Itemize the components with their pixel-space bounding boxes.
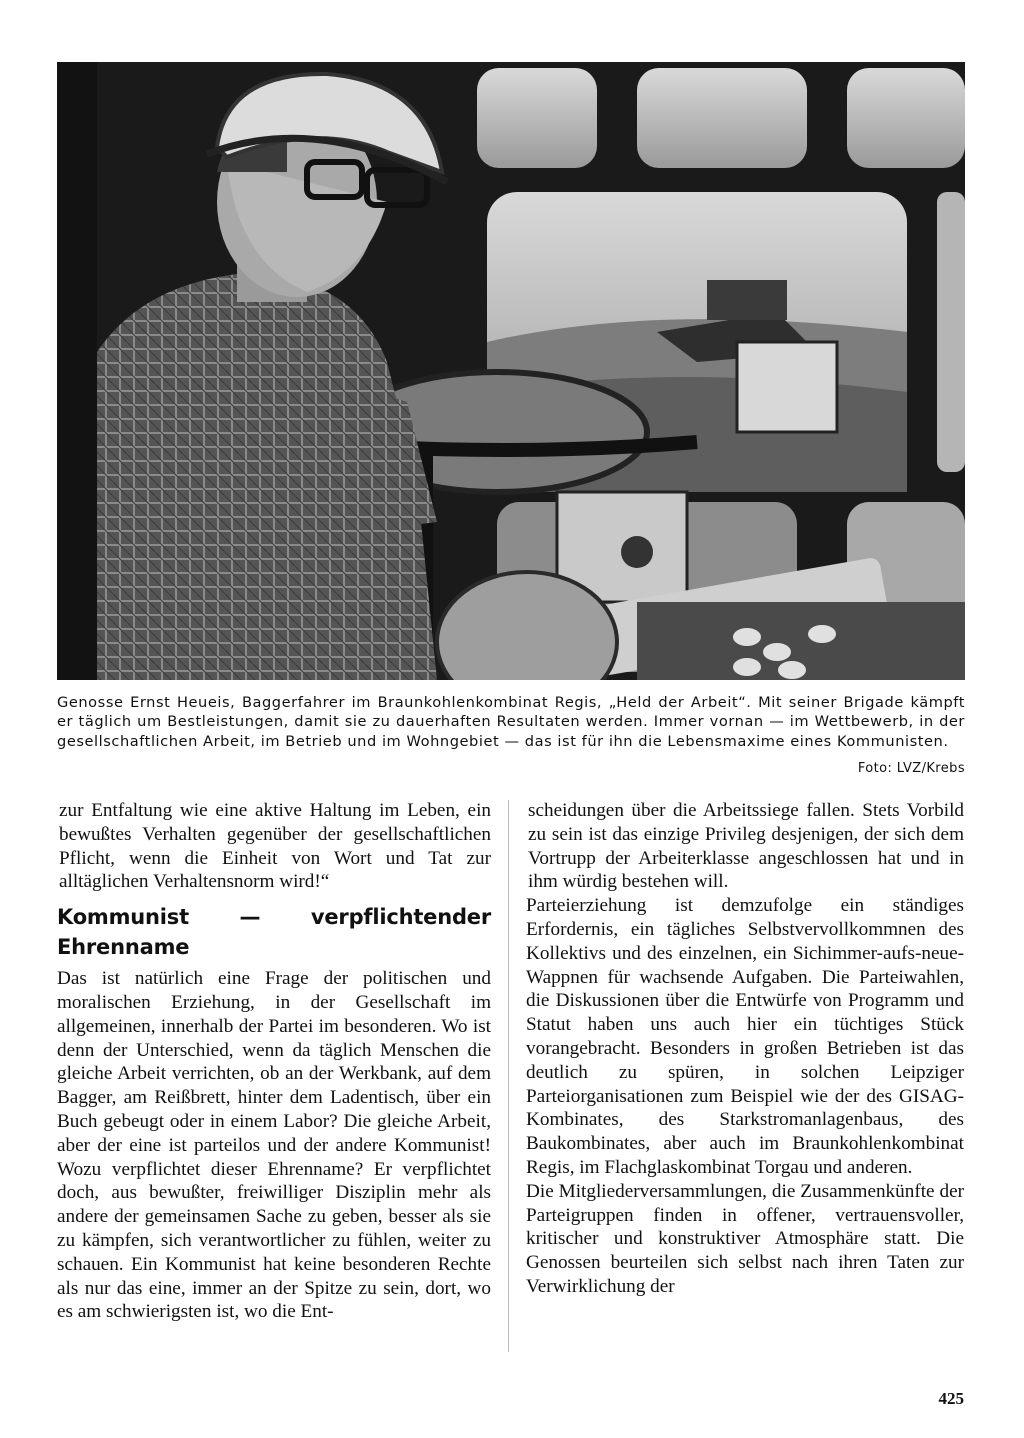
photo-credit: Foto: LVZ/Krebs — [857, 761, 965, 776]
right-continuation-paragraph: scheidungen über die Arbeitssiege fallen. Stets Vorbild zu sein ist das einzige Privileg desjenigen, der sich dem Vortrupp der Arbeiterklasse angeschlossen hat und in ihm würdig bestehen will. — [528, 800, 964, 893]
section-heading: Kommunist — verpflichtender Ehrenname — [57, 905, 491, 960]
right-column — [526, 799, 964, 1299]
page-number: 425 — [938, 1389, 964, 1408]
column-divider — [508, 800, 509, 1352]
photo-illustration — [57, 62, 965, 680]
excavator-operator-photo — [57, 62, 965, 680]
window-top-left — [477, 68, 597, 168]
left-column — [57, 799, 491, 1324]
right-paragraph-2: Parteierziehung ist demzufolge ein ständiges Erfordernis, ein tägliches Selbstvervollkommnen des Kollektivs und des einzelnen, ein Sichimmer-aufs-neue-Wappnen für wachsende Aufgaben. Die Parteiwahlen, die Diskussionen über die Entwürfe von Programm und Statut haben uns auch hier ein tüchtiges Stück vorangebracht. Besonders in großen Betrieben ist das deutlich zu spüren, in solchen Leipziger Parteiorganisationen zum Beispiel wie der des GISAG-Kombinates, des Starkstromanlagenbaus, des Baukombinates, aber auch im Braunkohlenkombinat Regis, im Flachglaskombinat Torgau und anderen. — [526, 895, 964, 1178]
photo-caption: Genosse Ernst Heueis, Baggerfahrer im Braunkohlenkombinat Regis, „Held der Arbeit“. Mit seiner Brigade kämpft er täglich um Bestleistungen, damit sie zu dauerhaften Resultaten werden. Immer vornan — im Wettbewerb, in der gesellschaftlichen Arbeit, im Betrieb und im Wohngebiet — das ist für ihn die Lebensmaxime eines Kommunisten. — [57, 694, 965, 750]
right-paragraph-3: Die Mitgliederversammlungen, die Zusammenkünfte der Parteigruppen finden in offener, vertrauensvoller, kritischer und konstruktiver Atmosphäre statt. Die Genossen beurteilen sich selbst nach ihren Taten zur Verwirklichung der — [526, 1180, 964, 1297]
left-intro-paragraph: zur Entfaltung wie eine aktive Haltung im Leben, ein bewußtes Verhalten gegenüber der gesellschaftlichen Pflicht, wenn die Einheit von Wort und Tat zur alltäglichen Verhaltensnorm wird!“ — [59, 800, 491, 893]
left-body-paragraph: Das ist natürlich eine Frage der politischen und moralischen Erziehung, in der Gesellschaft im allgemeinen, innerhalb der Partei im besonderen. Wo ist denn der Unterschied, wenn da täglich Menschen die gleiche Arbeit verrichten, ob an der Werkbank, auf dem Bagger, am Reißbrett, hinter dem Ladentisch, über ein Buch gebeugt oder in einem Labor? Die gleiche Arbeit, aber der eine ist parteilos und der andere Kommunist! Wozu verpflichtet dieser Ehrenname? Er verpflichtet doch, aus bewußter, freiwilliger Disziplin mehr als andere der gemeinsamen Sache zu geben, besser als sie zu kämpfen, sich verantwortlicher zu fühlen, weiter zu schauen. Ein Kommunist hat keine besonderen Rechte als nur das eine, immer an der Spitze zu sein, dort, wo es am schwierigsten ist, wo die Ent- — [57, 968, 491, 1323]
